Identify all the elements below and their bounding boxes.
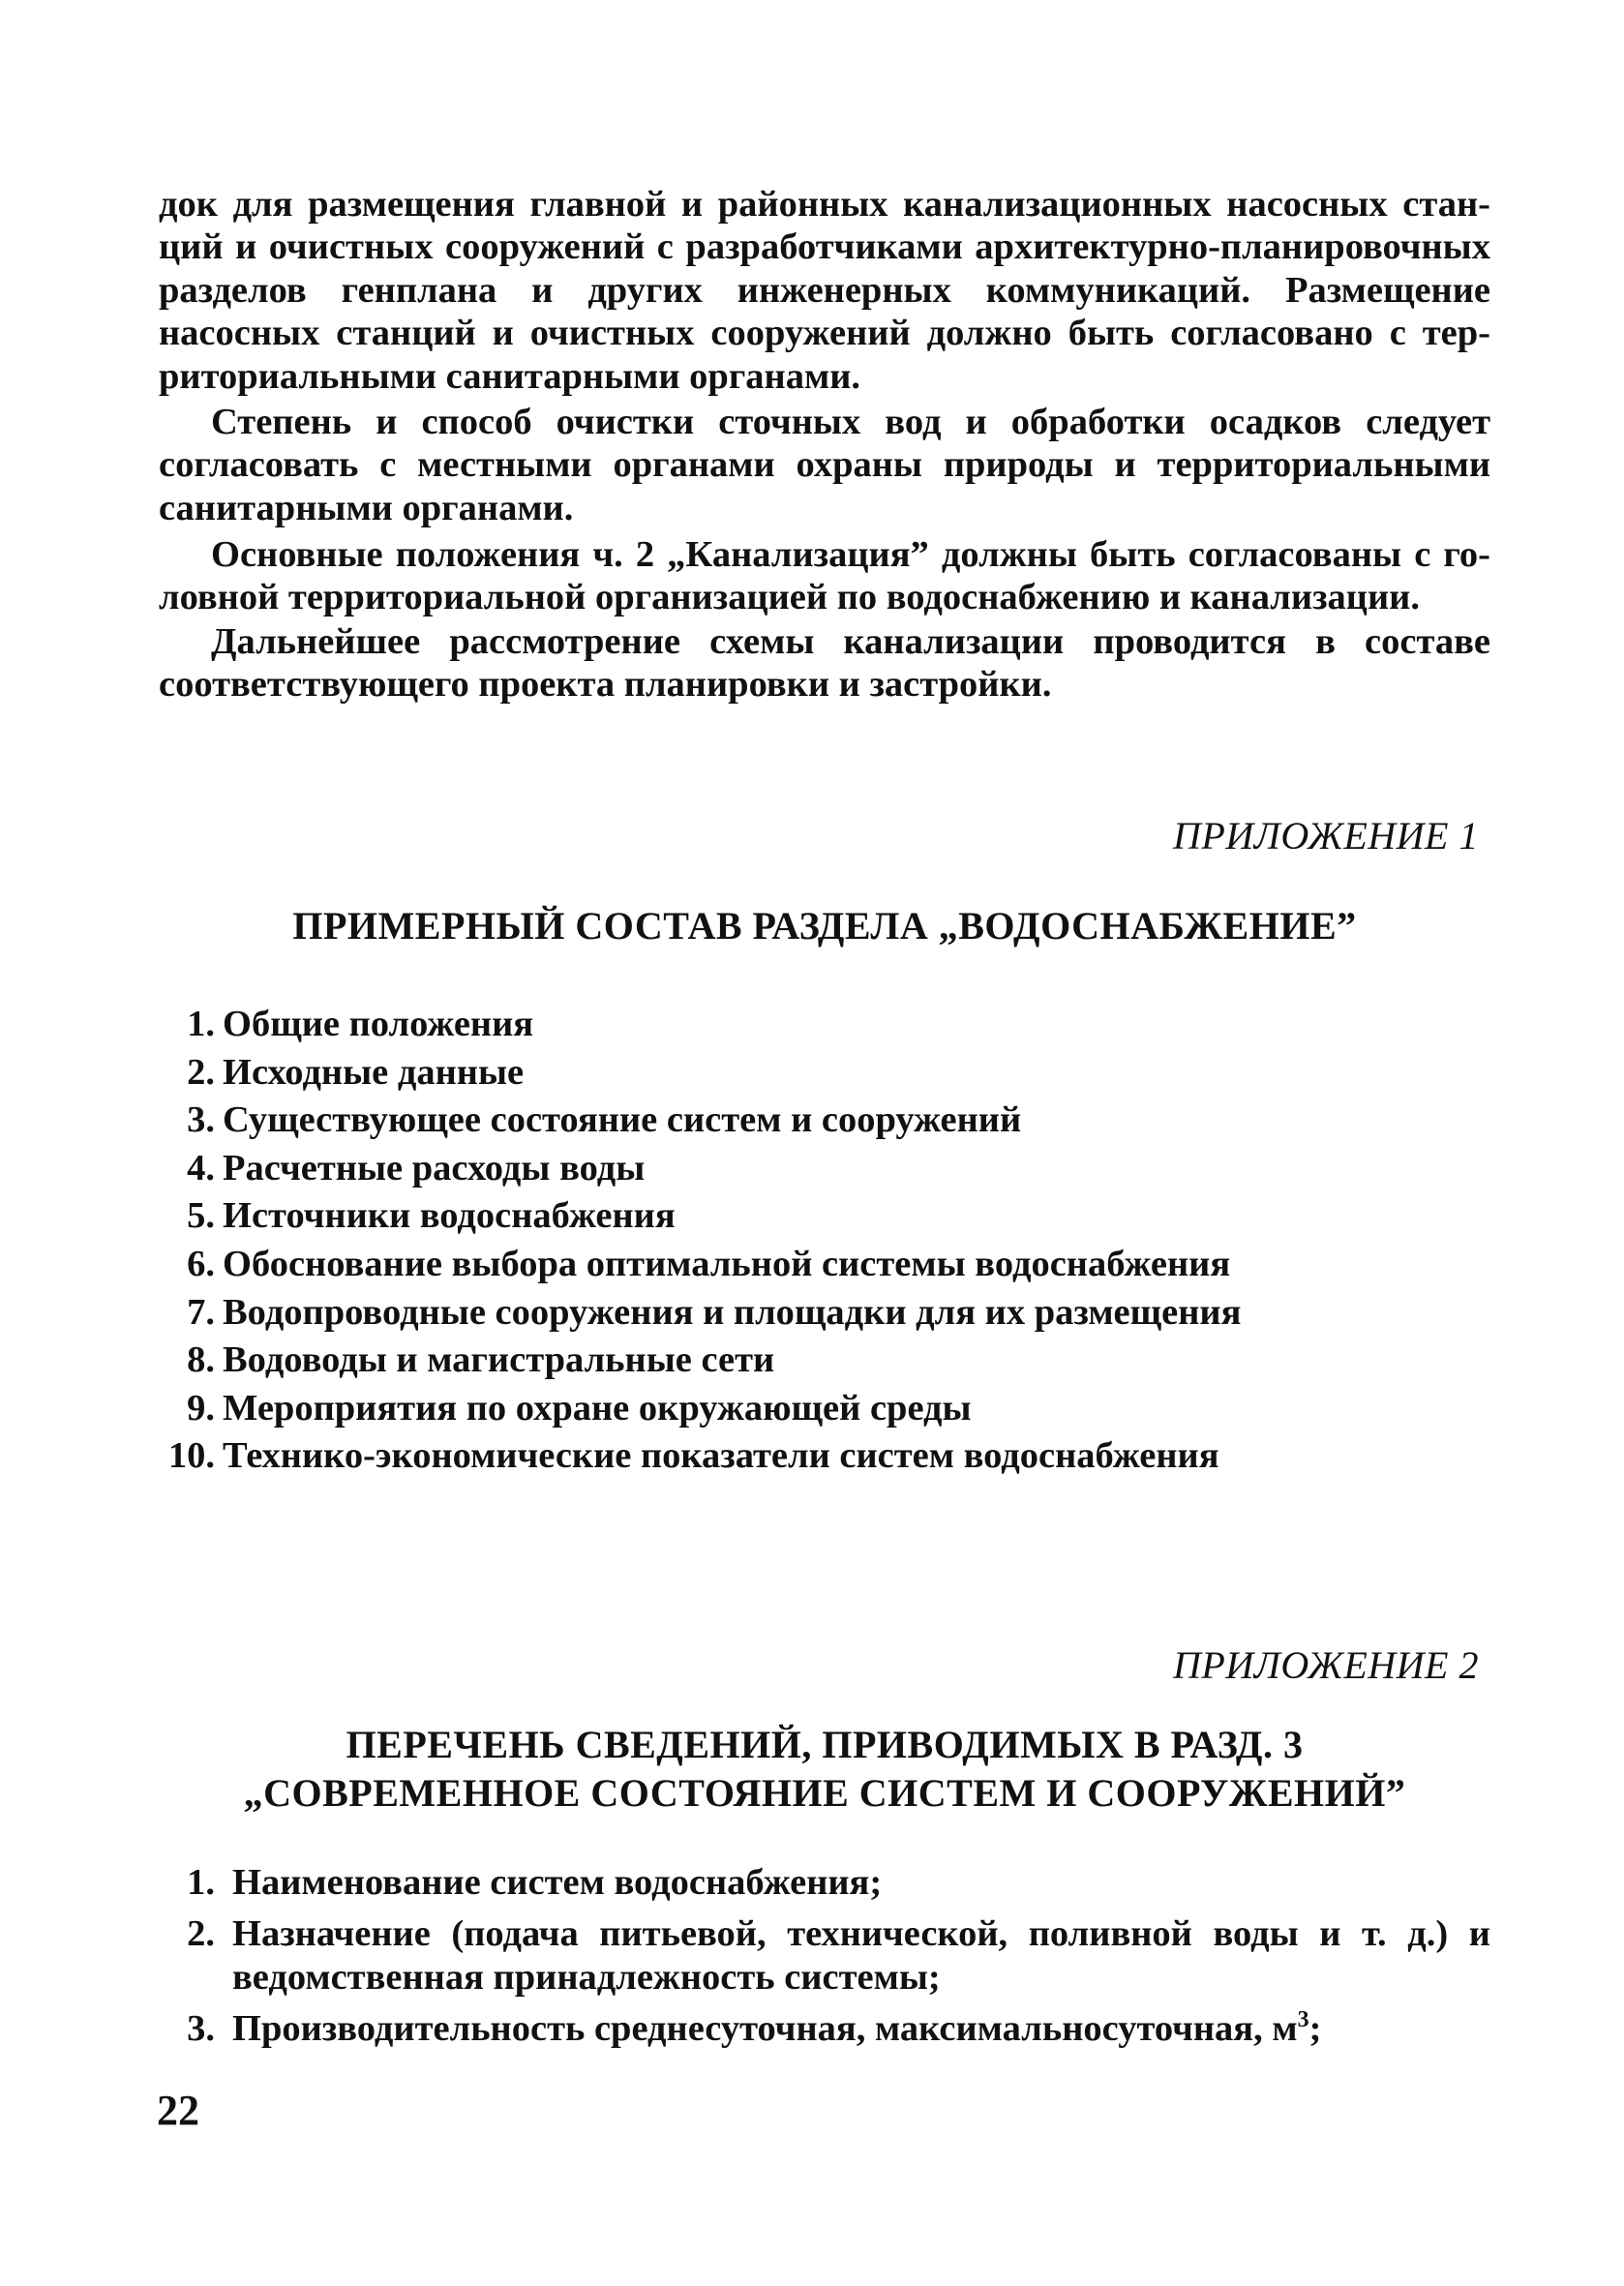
list-item-number: 2. xyxy=(187,1051,215,1093)
list-item-text: Водопроводные сооружения и площадки для их размещения xyxy=(223,1291,1242,1333)
list-item xyxy=(155,1001,1241,1049)
list-item-number: 4. xyxy=(187,1147,215,1188)
list-item xyxy=(155,1145,1241,1193)
list-item-number: 10. xyxy=(167,1435,215,1477)
list-item-number: 2. xyxy=(187,1913,215,1954)
list-item-text: Обоснование выбора оптимальной системы водоснабжения xyxy=(223,1243,1231,1284)
list-item xyxy=(155,2007,1490,2051)
appendix-2-title xyxy=(159,1721,1490,1818)
page-number: 22 xyxy=(157,2087,199,2134)
list-item xyxy=(155,1289,1241,1338)
list-item-text: Общие положения xyxy=(223,1004,534,1044)
list-item-text: Наименование систем водоснабжения; xyxy=(232,1862,883,1903)
appendix-2-list xyxy=(155,1861,1490,2059)
list-item-text: Мероприятия по охране окружающей среды xyxy=(223,1387,972,1429)
list-item-number: 9. xyxy=(187,1387,215,1429)
list-item-number: 1. xyxy=(187,1004,215,1044)
list-item-text: Производительность среднесуточная, максимальносуточная, м xyxy=(232,2008,1298,2049)
list-item-text-with-unit xyxy=(215,2007,1490,2051)
appendix-1-title: ПРИМЕРНЫЙ СОСТАВ РАЗДЕЛА „ВОДОСНАБЖЕНИЕ” xyxy=(292,904,1357,947)
list-item xyxy=(155,1337,1241,1385)
list-item-text: Расчетные расходы воды xyxy=(223,1147,646,1188)
list-item-number: 5. xyxy=(187,1195,215,1237)
list-item-text: Исходные данные xyxy=(223,1051,525,1093)
list-item-number: 3. xyxy=(187,1099,215,1141)
appendix-1-list xyxy=(155,1001,1241,1481)
appendix-2-label: ПРИЛОЖЕНИЕ 2 xyxy=(1173,1643,1479,1687)
list-item-number: 8. xyxy=(187,1339,215,1381)
list-item-text: Водоводы и магистральные сети xyxy=(223,1339,775,1381)
list-item-number: 7. xyxy=(187,1291,215,1333)
list-item-number: 1. xyxy=(187,1862,215,1903)
list-item-tail: ; xyxy=(1308,2008,1322,2049)
list-item xyxy=(155,1912,1490,2000)
superscript-exponent: 3 xyxy=(1297,2007,1309,2033)
list-item-number: 6. xyxy=(187,1243,215,1284)
list-item xyxy=(155,1097,1241,1145)
list-item xyxy=(155,1241,1241,1289)
paragraph-treatment-degree: Степень и способ очистки сточных вод и обработки осадков следует согласовать с местными органами охраны природы и территориальными санитарными органами. xyxy=(159,401,1490,528)
appendix-2-title-line-2: „СОВРЕМЕННОЕ СОСТОЯНИЕ СИСТЕМ И СООРУЖЕНИЙ” xyxy=(243,1771,1406,1815)
list-item-text: Технико-экономические показатели систем водоснабжения xyxy=(223,1435,1219,1477)
list-item xyxy=(155,1192,1241,1241)
appendix-1-label: ПРИЛОЖЕНИЕ 1 xyxy=(1173,814,1479,857)
list-item xyxy=(155,1049,1241,1098)
list-item-number: 3. xyxy=(187,2008,215,2049)
paragraph-further-review: Дальнейшее рассмотрение схемы канализации проводится в составе соответствующего проекта планировки и застройки. xyxy=(159,620,1490,705)
list-item xyxy=(155,1861,1490,1905)
list-item-text: Существующее состояние систем и сооружений xyxy=(223,1099,1022,1141)
list-item xyxy=(155,1432,1241,1481)
list-item xyxy=(155,1385,1241,1433)
list-item-text: Источники водоснабжения xyxy=(223,1195,676,1237)
appendix-2-title-line-1: ПЕРЕЧЕНЬ СВЕДЕНИЙ, ПРИВОДИМЫХ В РАЗД. 3 xyxy=(346,1723,1304,1766)
paragraph-continuation: док для размещения главной и районных канализационных насосных станций и очистных сооружений с разработчиками архитектурно-планировочных разделов генплана и других инженерных коммуникаций. Размещение насосных станций и очистных сооружений должно быть согласовано с территориальными санитарными органами. xyxy=(159,183,1490,397)
paragraph-main-provisions: Основные положения ч. 2 „Канализация” должны быть согласованы с головной территориальной организацией по водоснабжению и канализации. xyxy=(159,533,1490,617)
list-item-text: Назначение (подача питьевой, технической, поливной воды и т. д.) и ведомственная принадлежность системы; xyxy=(232,1913,1490,1998)
